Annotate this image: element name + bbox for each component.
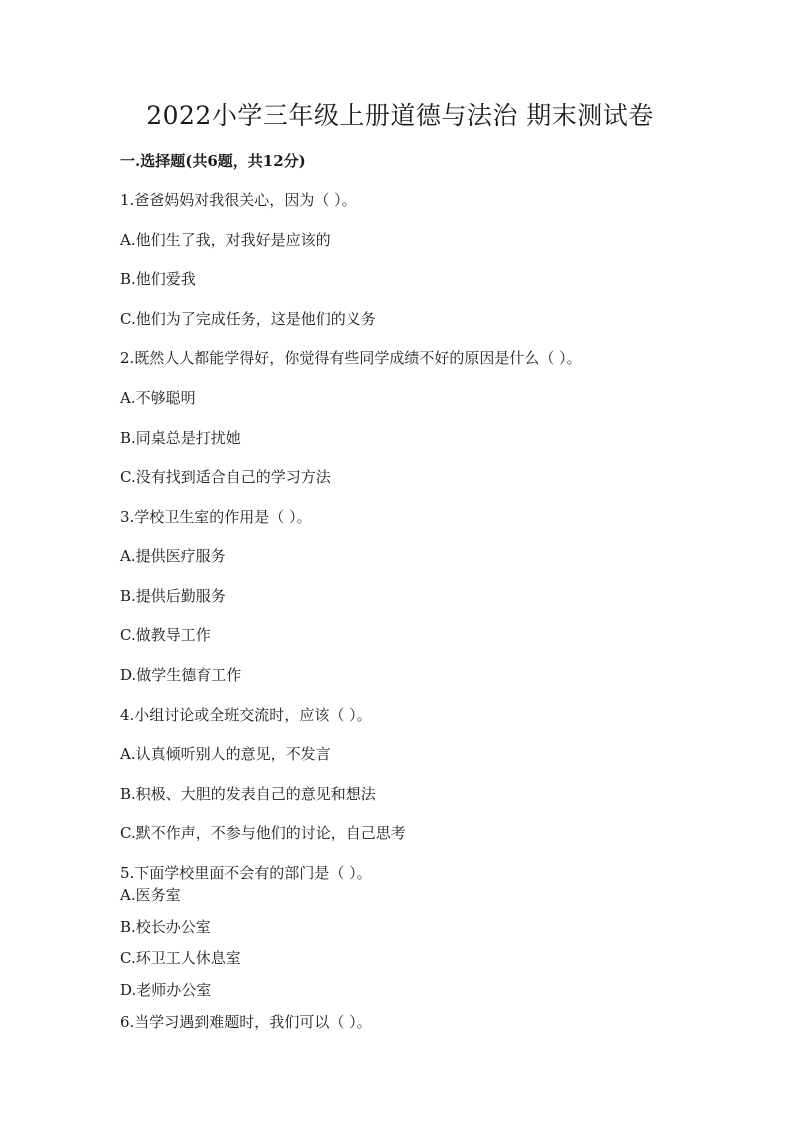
question-2: 2.既然人人都能学得好，你觉得有些同学成绩不好的原因是什么（ ）。 [120, 349, 582, 367]
option-5d: D.老师办公室 [120, 981, 212, 999]
question-4: 4.小组讨论或全班交流时，应该（ ）。 [120, 706, 372, 724]
page-title: 2022小学三年级上册道德与法治 期末测试卷 [146, 101, 654, 130]
option-3d: D.做学生德育工作 [120, 666, 242, 684]
option-5c: C.环卫工人休息室 [120, 949, 241, 967]
option-3c: C.做教导工作 [120, 626, 211, 644]
option-4b: B.积极、大胆的发表自己的意见和想法 [120, 785, 376, 803]
option-4c: C.默不作声，不参与他们的讨论，自己思考 [120, 824, 406, 842]
option-1a: A.他们生了我，对我好是应该的 [120, 231, 331, 249]
option-3b: B.提供后勤服务 [120, 587, 226, 605]
option-1b: B.他们爱我 [120, 270, 196, 288]
option-3a: A.提供医疗服务 [120, 547, 226, 565]
option-2c: C.没有找到适合自己的学习方法 [120, 468, 331, 486]
option-5b: B.校长办公室 [120, 918, 211, 936]
option-5a: A.医务室 [120, 886, 181, 904]
option-2a: A.不够聪明 [120, 389, 196, 407]
option-1c: C.他们为了完成任务，这是他们的义务 [120, 310, 376, 328]
option-2b: B.同桌总是打扰她 [120, 429, 241, 447]
question-6: 6.当学习遇到难题时，我们可以（ ）。 [120, 1013, 372, 1031]
option-4a: A.认真倾听别人的意见，不发言 [120, 745, 331, 763]
question-5: 5.下面学校里面不会有的部门是（ ）。 [120, 864, 372, 882]
section-heading: 一.选择题(共6题，共12分) [120, 152, 306, 170]
question-1: 1.爸爸妈妈对我很关心，因为（ ）。 [120, 191, 357, 209]
question-3: 3.学校卫生室的作用是（ ）。 [120, 508, 312, 526]
